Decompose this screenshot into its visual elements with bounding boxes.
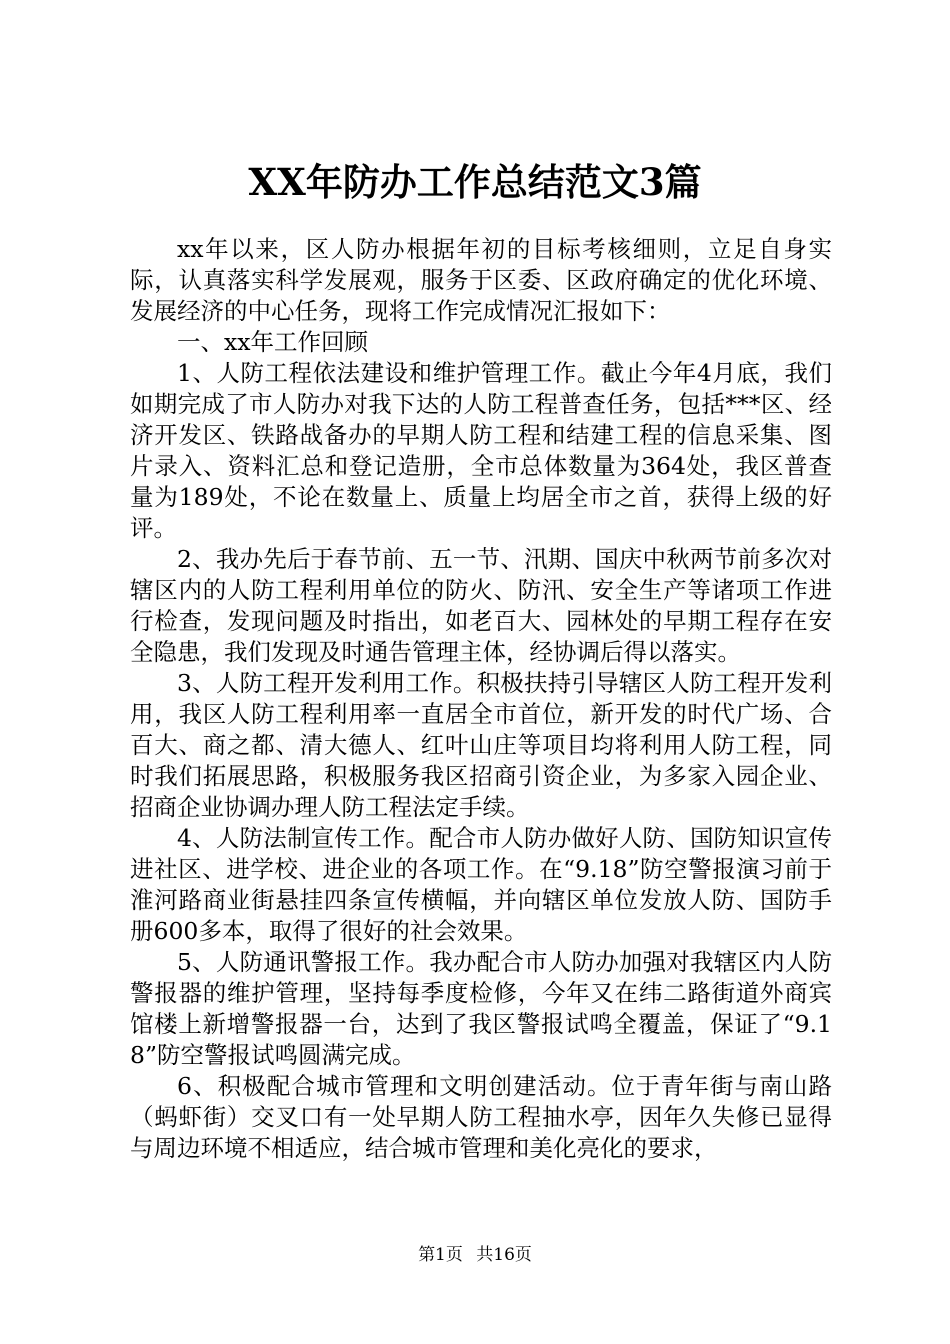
section-heading: 一、xx年工作回顾	[177, 328, 369, 356]
paragraph-item-2: 2、我办先后于春节前、五一节、汛期、国庆中秋两节前多次对辖区内的人防工程利用单位的防火、防汛、安全生产等诸项工作进行检查，发现问题及时指出，如老百大、园林处的早期工程存在安全隐患，我们发现及时通告管理主体，经协调后得以落实。	[130, 545, 832, 666]
paragraph-item-5: 5、人防通讯警报工作。我办配合市人防办加强对我辖区内人防警报器的维护管理，坚持每季度检修，今年又在纬二路街道外商宾馆楼上新增警报器一台，达到了我区警报试鸣全覆盖，保证了“9.18”防空警报试鸣圆满完成。	[130, 948, 832, 1069]
paragraph-intro: xx年以来，区人防办根据年初的目标考核细则，立足自身实际，认真落实科学发展观，服务于区委、区政府确定的优化环境、发展经济的中心任务，现将工作完成情况汇报如下：	[130, 235, 832, 325]
document-body	[130, 234, 832, 1164]
paragraph-item-3: 3、人防工程开发利用工作。积极扶持引导辖区人防工程开发利用，我区人防工程利用率一直居全市首位，新开发的时代广场、合百大、商之都、清大德人、红叶山庄等项目均将利用人防工程，同时我们拓展思路，积极服务我区招商引资企业，为多家入园企业、招商企业协调办理人防工程法定手续。	[130, 669, 832, 821]
paragraph-item-1: 1、人防工程依法建设和维护管理工作。截止今年4月底，我们如期完成了市人防办对我下达的人防工程普查任务，包括***区、经济开发区、铁路战备办的早期人防工程和结建工程的信息采集、图片录入、资料汇总和登记造册，全市总体数量为364处，我区普查量为189处，不论在数量上、质量上均居全市之首，获得上级的好评。	[130, 359, 832, 542]
document-title: XX年防办工作总结范文3篇	[248, 160, 702, 204]
page-footer	[0, 1244, 950, 1266]
paragraph-item-4: 4、人防法制宣传工作。配合市人防办做好人防、国防知识宣传进社区、进学校、进企业的各项工作。在“9.18”防空警报演习前于淮河路商业街悬挂四条宣传横幅，并向辖区单位发放人防、国防手册600多本，取得了很好的社会效果。	[130, 824, 832, 945]
total-pages: 共16页	[476, 1245, 532, 1265]
page-number: 第1页	[418, 1245, 463, 1265]
paragraph-item-6: 6、积极配合城市管理和文明创建活动。位于青年街与南山路（蚂虾街）交叉口有一处早期人防工程抽水亭，因年久失修已显得与周边环境不相适应，结合城市管理和美化亮化的要求，	[130, 1072, 832, 1162]
